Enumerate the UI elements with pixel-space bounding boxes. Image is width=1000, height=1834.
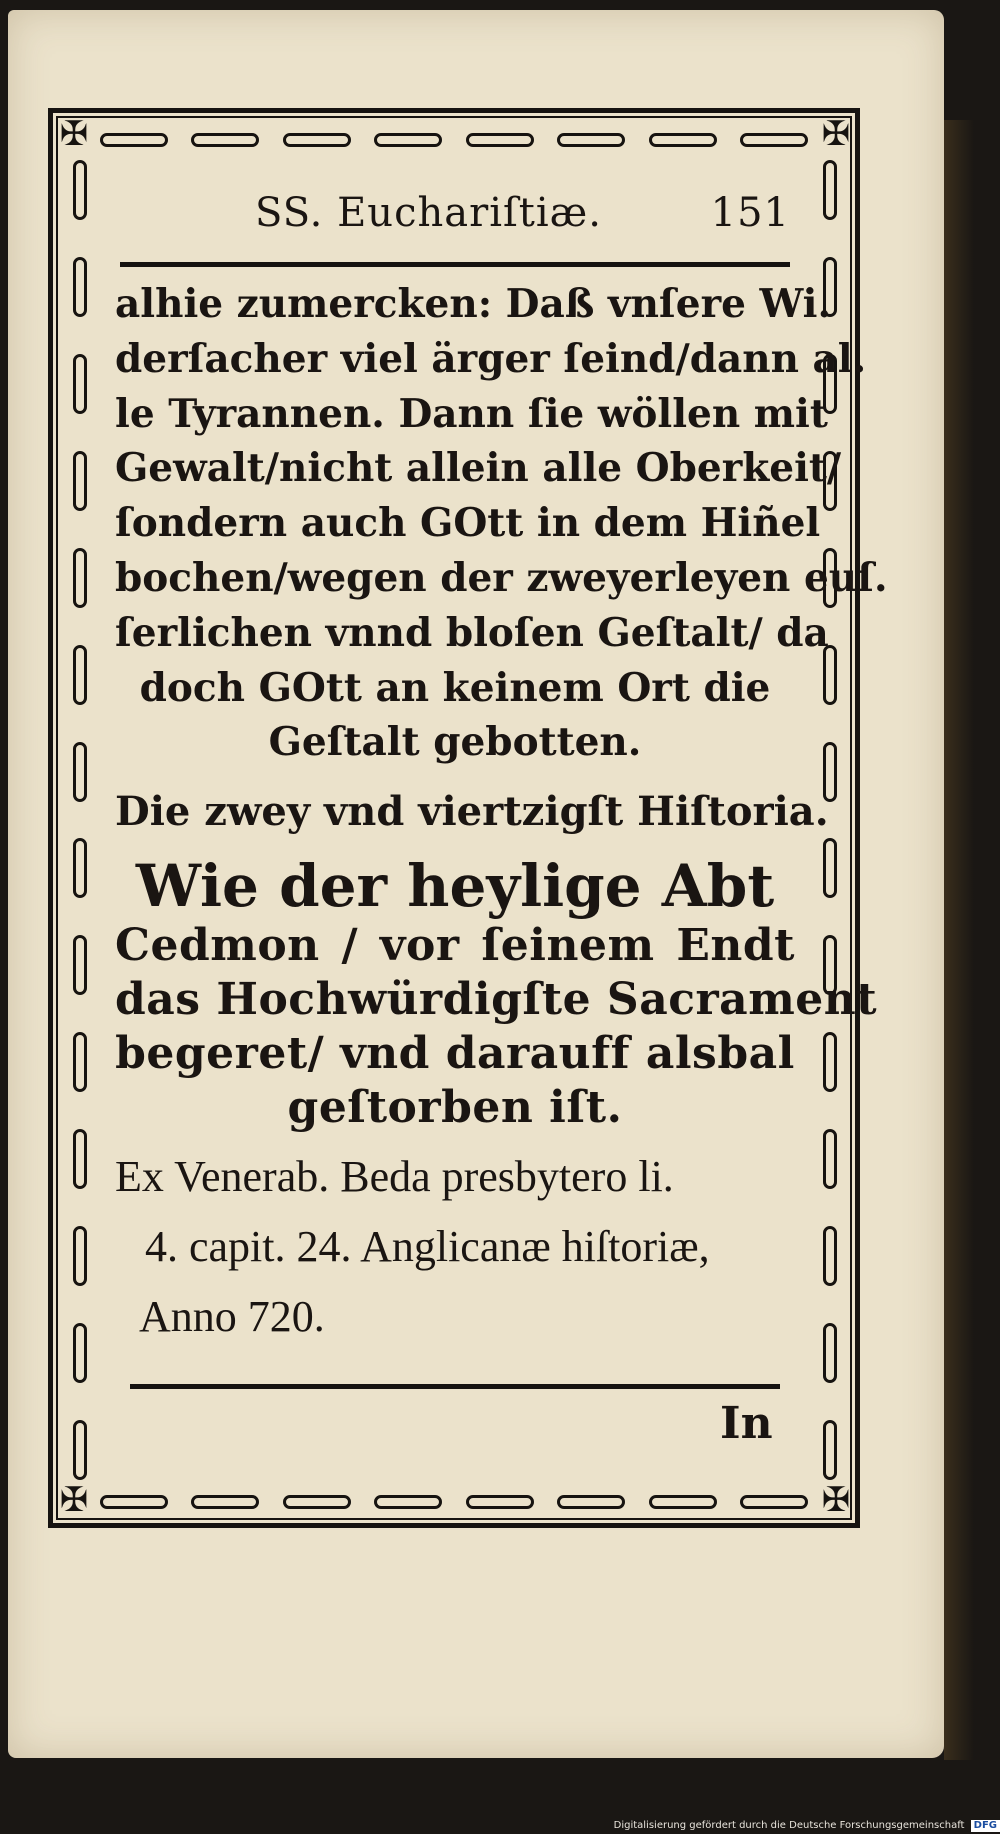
page-edge-shadow (944, 120, 974, 1760)
corner-ornament-icon: ✠ (59, 114, 89, 154)
page-text (115, 190, 888, 1345)
body-line: ſondern auch GOtt in dem Hiñel (115, 500, 821, 547)
running-title: SS. Euchariſtiæ. (255, 190, 602, 236)
footer-rule (130, 1384, 780, 1389)
body-line: le Tyrannen. Dann ſie wöllen mit (115, 390, 828, 437)
section-heading: Die zwey vnd viertzigſt Hiſtoria. (115, 788, 829, 836)
body-line: alhie zumercken: Daß vnſere Wi. (115, 281, 832, 327)
source-line: Anno 720. (139, 1292, 325, 1342)
chapter-title-line: Wie der heylige Abt (135, 852, 775, 921)
chapter-title-line: geſtorben iſt. (287, 1082, 623, 1134)
running-head (115, 190, 795, 250)
border-ornament-top (100, 118, 808, 162)
corner-ornament-icon: ✠ (59, 1480, 89, 1520)
source-line: 4. capit. 24. Anglicanæ hiſtoriæ, (145, 1222, 710, 1272)
digitization-credit (600, 1818, 1000, 1834)
body-line: bochen/wegen der zweyerleyen euſ. (115, 554, 888, 601)
body-line: ſerlichen vnnd bloſen Geſtalt/ da (115, 609, 829, 656)
chapter-title-line: Cedmon / vor ſeinem Endt (115, 920, 795, 972)
corner-ornament-icon: ✠ (821, 114, 851, 154)
header-rule (120, 262, 790, 267)
chapter-title-line: das Hochwürdigſte Sacrament (115, 974, 878, 1026)
credit-text: Digitalisierung gefördert durch die Deutsche Forschungsgemeinschaft (613, 1820, 965, 1831)
chapter-title-line: begeret/ vnd darauff alsbal (115, 1028, 795, 1080)
body-line: Gewalt/nicht allein alle Oberkeit/ (115, 445, 842, 492)
body-line: doch GOtt an keinem Ort die (139, 664, 771, 711)
body-line: Geſtalt gebotten. (268, 719, 642, 766)
corner-ornament-icon: ✠ (821, 1480, 851, 1520)
source-line: Ex Venerab. Beda presbytero li. (115, 1152, 674, 1202)
page-number: 151 (710, 190, 790, 236)
catchword: In (720, 1398, 773, 1449)
border-ornament-bottom (100, 1480, 808, 1524)
body-line: derſacher viel ärger ſeind/dann al. (115, 335, 867, 382)
border-ornament-left (58, 160, 102, 1480)
dfg-logo: DFG (971, 1820, 1000, 1832)
